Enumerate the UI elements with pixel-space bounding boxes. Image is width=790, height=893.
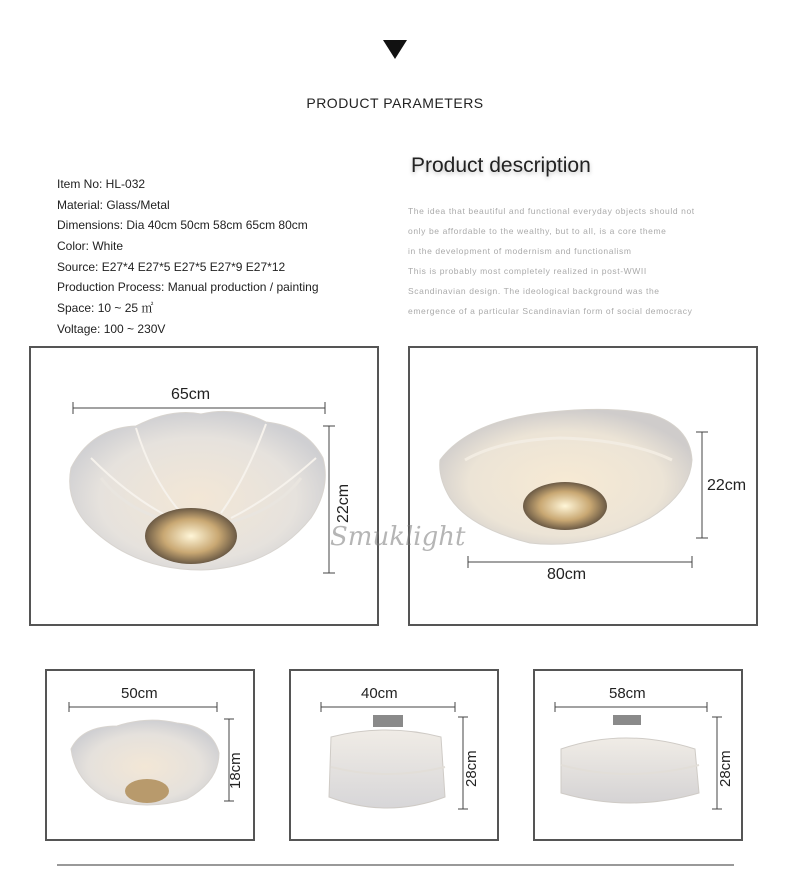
- product-image-40cm: [289, 669, 499, 841]
- description-line: in the development of modernism and functionalism: [408, 246, 632, 256]
- param-process: Production Process: Manual production / painting: [57, 280, 319, 295]
- param-voltage: Voltage: 100 ~ 230V: [57, 321, 166, 336]
- description-text: [408, 204, 695, 324]
- param-color: Color: White: [57, 239, 124, 254]
- dimension-label-height: 28cm: [463, 750, 480, 787]
- param-dimensions: Dimensions: Dia 40cm 50cm 58cm 65cm 80cm: [57, 218, 308, 233]
- dimension-label-width: 65cm: [171, 386, 211, 403]
- product-image-50cm: [45, 669, 255, 841]
- param-source: Source: E27*4 E27*5 E27*5 E27*9 E27*12: [57, 259, 286, 274]
- description-line: This is probably most completely realized in post-WWII: [408, 266, 647, 276]
- description-title: Product description: [411, 154, 591, 177]
- divider: [57, 864, 734, 866]
- product-image-65cm: [29, 346, 379, 626]
- dimension-label-height: 22cm: [707, 477, 747, 494]
- down-arrow-icon: [383, 40, 407, 59]
- product-image-58cm: [533, 669, 743, 841]
- description-line: emergence of a particular Scandinavian form of social democracy: [408, 306, 693, 316]
- dimension-label-height: 28cm: [717, 750, 734, 787]
- description-line: only be affordable to the wealthy, but to all, is a core theme: [408, 226, 667, 236]
- description-line: The idea that beautiful and functional everyday objects should not: [408, 206, 695, 216]
- dimension-label-width: 58cm: [609, 685, 646, 702]
- section-title: PRODUCT PARAMETERS: [306, 95, 484, 111]
- dimension-label-width: 50cm: [121, 685, 158, 702]
- dimension-label-height: 18cm: [227, 752, 244, 789]
- dimension-label-height: 22cm: [335, 483, 352, 523]
- dimension-label-width: 80cm: [547, 566, 587, 583]
- product-image-80cm: [408, 346, 758, 626]
- param-material: Material: Glass/Metal: [57, 197, 170, 212]
- param-item-no: Item No: HL-032: [57, 177, 146, 191]
- param-space: Space: 10 ~ 25 ㎡: [57, 301, 154, 316]
- parameter-list: [57, 174, 319, 340]
- dimension-label-width: 40cm: [361, 685, 398, 702]
- description-line: Scandinavian design. The ideological background was the: [408, 286, 660, 296]
- watermark: Smuklight: [330, 522, 466, 552]
